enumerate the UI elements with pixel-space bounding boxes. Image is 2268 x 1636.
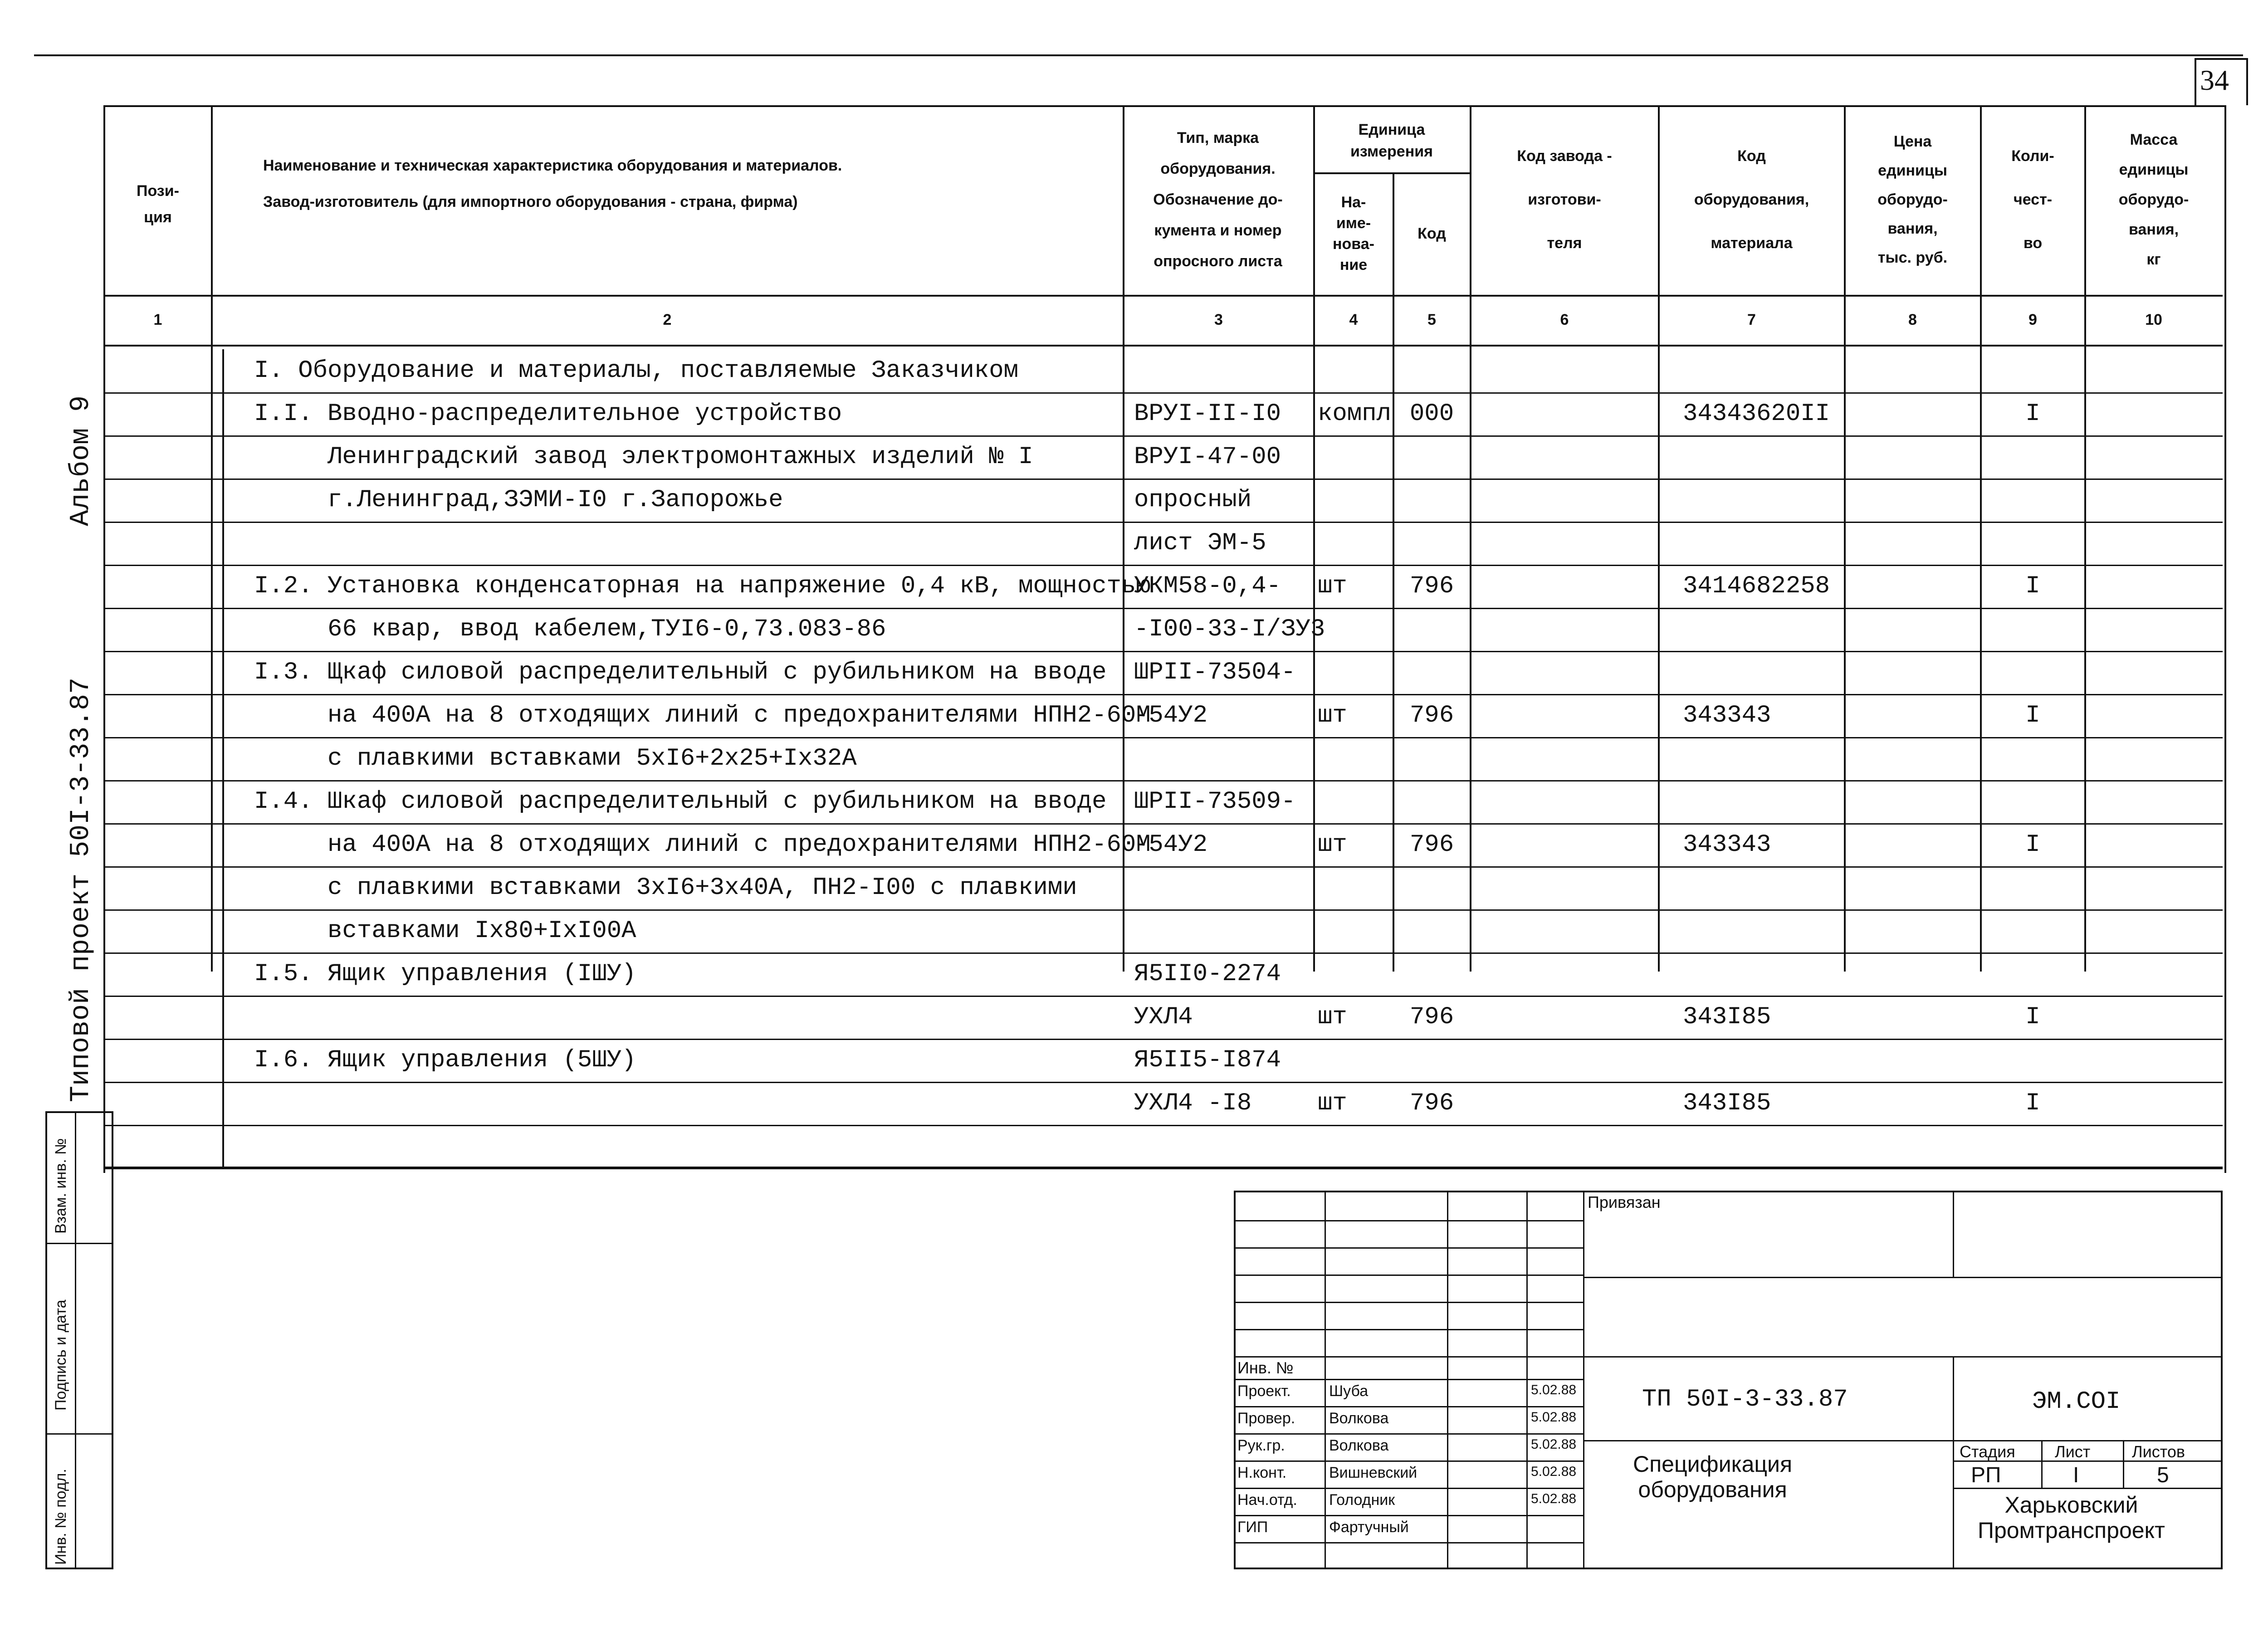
row-type: ВРУI-47-00 <box>1134 443 1281 471</box>
row-code: 000 <box>1409 400 1454 428</box>
stamp-name: Шуба <box>1329 1382 1369 1400</box>
row-divider <box>103 651 2223 652</box>
stamp-name: Вишневский <box>1329 1464 1418 1481</box>
row-type: УХЛ4 -I8 <box>1134 1089 1252 1117</box>
privyazan-label: Привязан <box>1588 1193 1661 1211</box>
row-unit: шт <box>1318 572 1347 600</box>
col-number: 10 <box>2145 311 2162 328</box>
doc-number: ТП 50I-3-33.87 <box>1642 1386 1848 1413</box>
row-divider <box>103 1082 2223 1083</box>
doc-code: ЭМ.COI <box>2032 1388 2121 1416</box>
stamp-role: ГИП <box>1237 1519 1268 1536</box>
row-divider <box>103 1039 2223 1040</box>
row-name: с плавкими вставками 5хI6+2х25+Iх32А <box>254 745 857 772</box>
row-unit: компл <box>1318 400 1392 428</box>
col-number: 6 <box>1560 311 1569 328</box>
sheet-value: I <box>2073 1463 2079 1487</box>
row-name: I.6. Ящик управления (5ШУ) <box>254 1046 636 1074</box>
col9-header: Коли- чест- во <box>2011 147 2054 252</box>
row-name: на 400А на 8 отходящих линий с предохранителями НПН2-60М <box>254 831 1151 859</box>
col-number: 9 <box>2028 311 2037 328</box>
stamp-role: Рук.гр. <box>1237 1437 1285 1454</box>
col-number: 3 <box>1214 311 1223 328</box>
row-qty: I <box>2025 702 2040 729</box>
inv-no-label: Инв. № <box>1237 1358 1294 1377</box>
row-type: лист ЭМ-5 <box>1134 529 1266 557</box>
row-type: ШРII-73504- <box>1134 659 1296 686</box>
row-type: УХЛ4 <box>1134 1003 1193 1031</box>
row-qty: I <box>2025 572 2040 600</box>
row-divider <box>103 479 2223 480</box>
row-code: 796 <box>1409 1003 1454 1031</box>
row-divider <box>103 565 2223 566</box>
podpis-label: Подпись и дата <box>52 1299 69 1411</box>
row-divider <box>103 694 2223 695</box>
row-name: 66 квар, ввод кабелем,ТУI6-0,73.083-86 <box>254 615 886 643</box>
row-unit: шт <box>1318 831 1347 859</box>
row-name: вставками Iх80+IхI00А <box>254 917 636 945</box>
stage-value: РП <box>1971 1463 2001 1487</box>
row-type: ШРII-73509- <box>1134 788 1296 816</box>
row-name: I.2. Установка конденсаторная на напряжение 0,4 кВ, мощностью <box>254 572 1151 600</box>
col4-header: На- име- нова- ние <box>1333 194 1374 273</box>
col-number: 8 <box>1908 311 1917 328</box>
row-divider <box>103 1125 2223 1126</box>
top-border <box>34 54 2243 56</box>
row-type: УКМ58-0,4- <box>1134 572 1281 600</box>
row-qty: I <box>2025 1089 2040 1117</box>
col7-header: Код оборудования, материала <box>1694 147 1809 252</box>
stamp-role: Провер. <box>1237 1410 1295 1427</box>
stamp-role: Нач.отд. <box>1237 1491 1297 1509</box>
row-unit: шт <box>1318 1003 1347 1031</box>
stamp-date: 5.02.88 <box>1531 1382 1577 1397</box>
row-divider <box>103 392 2223 394</box>
col45-header: Единица измерения <box>1350 121 1433 160</box>
doc-title: Спецификация оборудования <box>1633 1451 1793 1502</box>
row-code: 796 <box>1409 831 1454 859</box>
row-divider <box>103 866 2223 868</box>
row-name: г.Ленинград,ЗЭМИ-I0 г.Запорожье <box>254 486 783 514</box>
row-type: -54У2 <box>1134 831 1208 859</box>
stamp-name: Волкова <box>1329 1410 1389 1427</box>
row-eqcode: 343I85 <box>1683 1089 1771 1117</box>
row-name: I.3. Щкаф силовой распределительный с рубильником на вводе <box>254 659 1107 686</box>
row-name: с плавкими вставками 3хI6+3х40А, ПН2-I00 с плавкими <box>254 874 1077 902</box>
col8-header: Цена единицы оборудо- вания, тыс. руб. <box>1877 133 1948 266</box>
col6-header: Код завода - изготови- теля <box>1517 147 1612 252</box>
stage-label: Стадия <box>1960 1442 2015 1461</box>
row-divider <box>103 952 2223 954</box>
row-name: I.4. Шкаф силовой распределительный с рубильником на вводе <box>254 788 1107 816</box>
vzam-label: Взам. инв. № <box>52 1138 69 1234</box>
col5-header: Код <box>1418 225 1446 242</box>
row-divider <box>103 435 2223 437</box>
row-name: I. Оборудование и материалы, поставляемые Заказчиком <box>254 357 1019 385</box>
row-qty: I <box>2025 1003 2040 1031</box>
row-type: ВРУI-II-I0 <box>1134 400 1281 428</box>
row-type: -54У2 <box>1134 702 1208 729</box>
row-type: -I00-33-I/ЗУ3 <box>1134 615 1325 643</box>
sheet-number: 34 <box>2200 64 2229 96</box>
row-divider <box>103 909 2223 911</box>
col-number: 4 <box>1349 311 1358 328</box>
row-type: опросный <box>1134 486 1252 514</box>
album-label: Альбом 9 <box>66 395 97 526</box>
row-code: 796 <box>1409 1089 1454 1117</box>
stamp-date: 5.02.88 <box>1531 1410 1577 1425</box>
stamp-date: 5.02.88 <box>1531 1437 1577 1452</box>
row-eqcode: 343343 <box>1683 702 1771 729</box>
row-divider <box>103 996 2223 997</box>
organization: Харьковский Промтранспроект <box>1978 1492 2165 1543</box>
stamp-role: Проект. <box>1237 1382 1291 1400</box>
project-label: Типовой проект 50I-3-33.87 <box>66 677 97 1102</box>
row-divider <box>103 823 2223 825</box>
row-divider <box>103 1168 2223 1169</box>
stamp-date: 5.02.88 <box>1531 1491 1577 1506</box>
sheet-label: Лист <box>2055 1442 2091 1461</box>
row-divider <box>103 780 2223 781</box>
col-number: 1 <box>153 311 162 328</box>
row-qty: I <box>2025 400 2040 428</box>
row-divider <box>103 522 2223 523</box>
row-eqcode: 343343 <box>1683 831 1771 859</box>
inv-podl-label: Инв. № подл. <box>52 1469 69 1565</box>
row-unit: шт <box>1318 702 1347 729</box>
col-number: 7 <box>1747 311 1756 328</box>
col-number: 2 <box>663 311 672 328</box>
row-name: на 400А на 8 отходящих линий с предохранителями НПН2-60М <box>254 702 1151 729</box>
row-name: I.5. Ящик управления (IШУ) <box>254 960 636 988</box>
stamp-date: 5.02.88 <box>1531 1464 1577 1479</box>
row-eqcode: 34343620II <box>1683 400 1830 428</box>
col2-header: Наименование и техническая характеристика оборудования и материалов. Завод-изготовитель (для импортного оборудования - страна, фирма) <box>263 157 842 210</box>
row-divider <box>103 608 2223 609</box>
col10-header: Масса единицы оборудо- вания, кг <box>2118 131 2189 268</box>
row-name: Ленинградский завод электромонтажных изделий № I <box>254 443 1033 471</box>
row-code: 796 <box>1409 702 1454 729</box>
row-divider <box>103 737 2223 738</box>
row-eqcode: 3414682258 <box>1683 572 1830 600</box>
col-number: 5 <box>1427 311 1436 328</box>
row-qty: I <box>2025 831 2040 859</box>
row-name: I.I. Вводно-распределительное устройство <box>254 400 842 428</box>
row-eqcode: 343I85 <box>1683 1003 1771 1031</box>
row-type: Я5II0-2274 <box>1134 960 1281 988</box>
sheets-label: Листов <box>2132 1442 2185 1461</box>
sheets-value: 5 <box>2157 1463 2169 1487</box>
stamp-role: Н.конт. <box>1237 1464 1287 1481</box>
row-code: 796 <box>1409 572 1454 600</box>
col1-header: Пози- ция <box>137 182 179 226</box>
row-unit: шт <box>1318 1089 1347 1117</box>
stamp-name: Голодник <box>1329 1491 1395 1509</box>
stamp-name: Волкова <box>1329 1437 1389 1454</box>
col3-header: Тип, марка оборудования. Обозначение до- кумента и номер опросного листа <box>1153 129 1283 270</box>
row-type: Я5II5-I874 <box>1134 1046 1281 1074</box>
stamp-name: Фартучный <box>1329 1519 1409 1536</box>
